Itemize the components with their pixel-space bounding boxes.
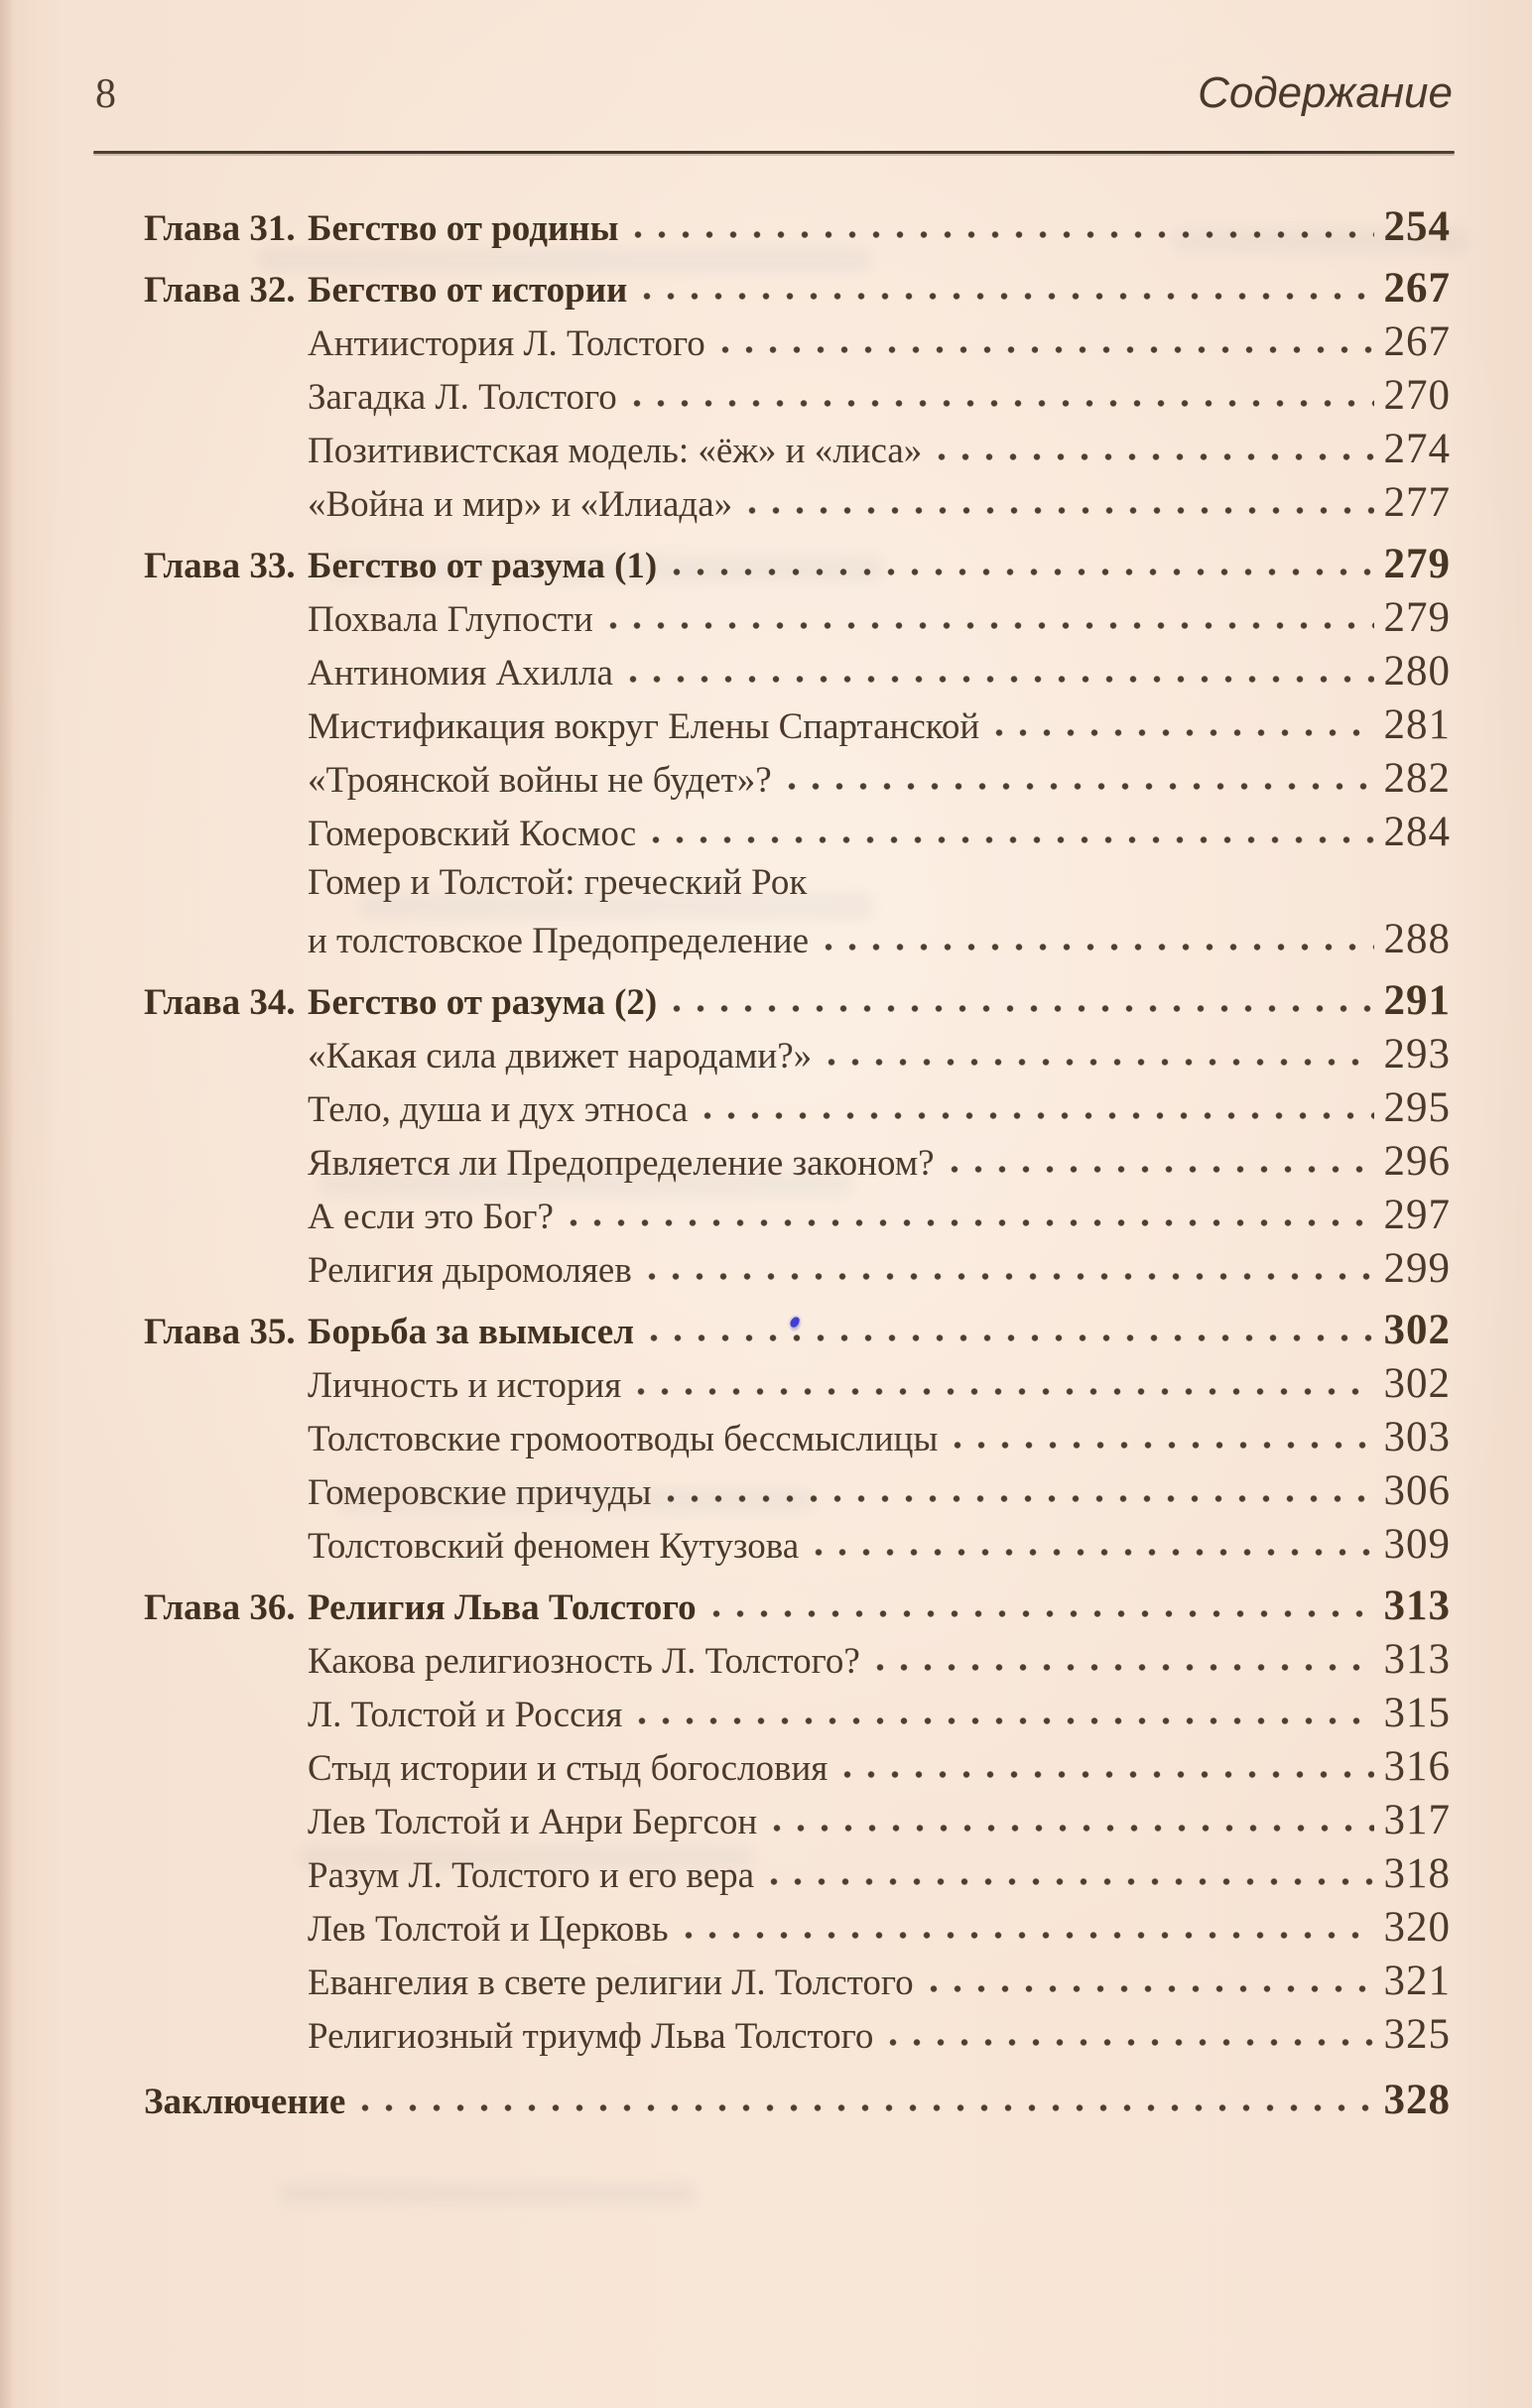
entry-page-number: 293	[1383, 1031, 1451, 1077]
dot-leader	[876, 1663, 1374, 1672]
toc-row	[144, 1635, 1451, 1689]
toc-row	[144, 1520, 1451, 1574]
toc-row	[144, 1244, 1451, 1298]
dot-leader	[951, 1165, 1374, 1174]
dot-leader	[361, 2103, 1373, 2112]
entry-title: Антиистория Л. Толстого	[308, 323, 705, 364]
entry-title: Похвала Глупости	[308, 599, 593, 640]
entry-page-number: 267	[1383, 318, 1451, 365]
entry-title: и толстовское Предопределение	[308, 921, 810, 961]
entry-page-number: 318	[1383, 1850, 1451, 1897]
entry-page-number: 302	[1383, 1307, 1451, 1353]
toc-row	[144, 1582, 1451, 1635]
entry-title: Личность и история	[308, 1365, 622, 1406]
toc-row	[144, 1191, 1451, 1244]
table-of-contents	[144, 194, 1451, 2129]
entry-page-number: 317	[1383, 1797, 1451, 1843]
dot-leader	[667, 1494, 1373, 1503]
dot-leader	[570, 1218, 1374, 1227]
entry-title: Заключение	[144, 2082, 346, 2122]
entry-page-number: 267	[1383, 265, 1451, 312]
entry-title: А если это Бог?	[308, 1197, 554, 1237]
entry-title: Толстовские громоотводы бессмыслицы	[308, 1419, 939, 1459]
ink-speck-artifact	[789, 1316, 801, 1329]
entry-page-number: 306	[1383, 1467, 1451, 1514]
chapter-label: Глава 33.	[144, 546, 296, 586]
dot-leader	[685, 1931, 1374, 1940]
entry-page-number: 321	[1383, 1958, 1451, 2004]
dot-leader	[609, 621, 1374, 630]
dot-leader	[889, 2038, 1373, 2047]
entry-page-number: 288	[1383, 916, 1451, 962]
entry-page-number: 302	[1383, 1360, 1451, 1407]
dot-leader	[828, 1058, 1373, 1067]
entry-title: Евангелия в свете религии Л. Толстого	[308, 1963, 914, 2003]
dot-leader	[634, 230, 1373, 239]
toc-row	[144, 1742, 1451, 1796]
header-divider-rule	[93, 151, 1455, 154]
entry-page-number: 291	[1383, 977, 1451, 1024]
entry-page-number: 313	[1383, 1583, 1451, 1629]
toc-row	[144, 202, 1451, 256]
entry-title: Бегство от разума (1)	[308, 546, 658, 586]
dot-leader	[843, 1770, 1373, 1779]
dot-leader	[643, 292, 1373, 301]
entry-title: Тело, душа и дух этноса	[308, 1089, 689, 1130]
entry-page-number: 315	[1383, 1690, 1451, 1736]
entry-title: Религия дыромоляев	[308, 1250, 632, 1291]
toc-row	[144, 1137, 1451, 1191]
dot-leader	[938, 452, 1373, 461]
chapter-label: Глава 34.	[144, 982, 296, 1023]
entry-title: Стыд истории и стыд богословия	[308, 1748, 829, 1789]
toc-row	[144, 1689, 1451, 1742]
chapter-label: Глава 32.	[144, 270, 296, 311]
dot-leader	[954, 1441, 1373, 1450]
toc-row	[144, 593, 1451, 647]
dot-leader	[721, 345, 1374, 354]
entry-page-number: 280	[1383, 648, 1451, 695]
toc-row	[144, 1796, 1451, 1849]
entry-title: Позитивистская модель: «ёж» и «лиса»	[308, 431, 923, 471]
entry-title: Является ли Предопределение законом?	[308, 1143, 935, 1184]
dot-leader	[673, 1004, 1373, 1013]
toc-row	[144, 371, 1451, 425]
toc-row	[144, 1466, 1451, 1520]
toc-row	[144, 2010, 1451, 2064]
entry-title: Гомеровский Космос	[308, 814, 637, 854]
entry-page-number: 297	[1383, 1192, 1451, 1238]
entry-title: Разум Л. Толстого и его вера	[308, 1855, 755, 1896]
entry-page-number: 281	[1383, 701, 1451, 748]
dot-leader	[650, 1333, 1374, 1342]
scan-smudge	[278, 2183, 695, 2205]
chapter-label: Глава 35.	[144, 1312, 296, 1352]
toc-row	[144, 861, 1451, 915]
entry-page-number: 254	[1383, 203, 1451, 250]
toc-row	[144, 425, 1451, 478]
entry-page-number: 296	[1383, 1138, 1451, 1185]
entry-title: «Какая сила движет народами?»	[308, 1036, 813, 1077]
entry-page-number: 328	[1383, 2077, 1451, 2123]
entry-title: Религиозный триумф Льва Толстого	[308, 2016, 874, 2057]
dot-leader	[703, 1111, 1373, 1120]
dot-leader	[825, 943, 1373, 951]
entry-page-number: 320	[1383, 1904, 1451, 1951]
dot-leader	[770, 1877, 1373, 1886]
entry-title: «Война и мир» и «Илиада»	[308, 484, 733, 525]
entry-title: Лев Толстой и Церковь	[308, 1909, 669, 1950]
toc-row	[144, 1359, 1451, 1413]
dot-leader	[637, 1387, 1373, 1396]
toc-row	[144, 700, 1451, 754]
entry-title: Гомер и Толстой: греческий Рок	[308, 862, 808, 903]
entry-page-number: 295	[1383, 1084, 1451, 1131]
toc-row	[144, 754, 1451, 808]
scan-edge-shadow	[0, 0, 14, 2408]
toc-row	[144, 915, 1451, 968]
page-header	[95, 52, 1453, 115]
entry-title: Мистификация вокруг Елены Спартанской	[308, 706, 980, 747]
dot-leader	[748, 506, 1373, 515]
toc-row	[144, 647, 1451, 700]
entry-page-number: 316	[1383, 1743, 1451, 1790]
chapter-label: Глава 31.	[144, 208, 296, 249]
entry-title: Антиномия Ахилла	[308, 653, 613, 694]
entry-title: Религия Льва Толстого	[308, 1587, 697, 1628]
entry-title: Бегство от разума (2)	[308, 982, 658, 1023]
dot-leader	[638, 1716, 1373, 1725]
entry-page-number: 299	[1383, 1245, 1451, 1292]
entry-page-number: 325	[1383, 2011, 1451, 2058]
dot-leader	[788, 782, 1374, 791]
toc-row	[144, 540, 1451, 593]
toc-row	[144, 1957, 1451, 2010]
dot-leader	[648, 1272, 1374, 1281]
entry-title: Какова религиозность Л. Толстого?	[308, 1641, 860, 1682]
entry-page-number: 279	[1383, 594, 1451, 641]
entry-page-number: 274	[1383, 426, 1451, 472]
toc-row	[144, 976, 1451, 1030]
toc-row	[144, 1306, 1451, 1359]
folio-page-number: 8	[95, 71, 116, 117]
dot-leader	[712, 1609, 1374, 1618]
dot-leader	[815, 1548, 1373, 1557]
dot-leader	[930, 1984, 1374, 1993]
toc-row	[144, 264, 1451, 317]
dot-leader	[633, 399, 1374, 408]
entry-page-number: 277	[1383, 479, 1451, 526]
entry-title: Лев Толстой и Анри Бергсон	[308, 1802, 758, 1842]
dot-leader	[629, 675, 1374, 684]
entry-title: Бегство от истории	[308, 270, 628, 311]
entry-title: Загадка Л. Толстого	[308, 377, 617, 418]
toc-row	[144, 1903, 1451, 1957]
entry-page-number: 279	[1383, 541, 1451, 587]
toc-row	[144, 1030, 1451, 1083]
entry-title: Толстовский феномен Кутузова	[308, 1526, 800, 1567]
toc-row	[144, 478, 1451, 532]
entry-page-number: 309	[1383, 1521, 1451, 1568]
dot-leader	[652, 835, 1373, 844]
dot-leader	[995, 728, 1373, 737]
dot-leader	[773, 1824, 1373, 1833]
entry-title: «Троянской войны не будет»?	[308, 760, 772, 801]
toc-row	[144, 1083, 1451, 1137]
entry-page-number: 313	[1383, 1636, 1451, 1683]
entry-page-number: 282	[1383, 755, 1451, 802]
toc-row	[144, 1849, 1451, 1903]
entry-page-number: 270	[1383, 372, 1451, 419]
entry-title: Л. Толстой и Россия	[308, 1695, 623, 1735]
toc-row	[144, 1413, 1451, 1466]
chapter-label: Глава 36.	[144, 1587, 296, 1628]
toc-row	[144, 317, 1451, 371]
running-title: Содержание	[1198, 68, 1453, 117]
toc-row	[144, 2076, 1451, 2129]
entry-title: Бегство от родины	[308, 208, 619, 249]
entry-title: Гомеровские причуды	[308, 1472, 652, 1513]
entry-page-number: 303	[1383, 1414, 1451, 1460]
entry-page-number: 284	[1383, 809, 1451, 855]
entry-title: Борьба за вымысел	[308, 1312, 634, 1352]
dot-leader	[673, 568, 1373, 576]
toc-row	[144, 808, 1451, 861]
